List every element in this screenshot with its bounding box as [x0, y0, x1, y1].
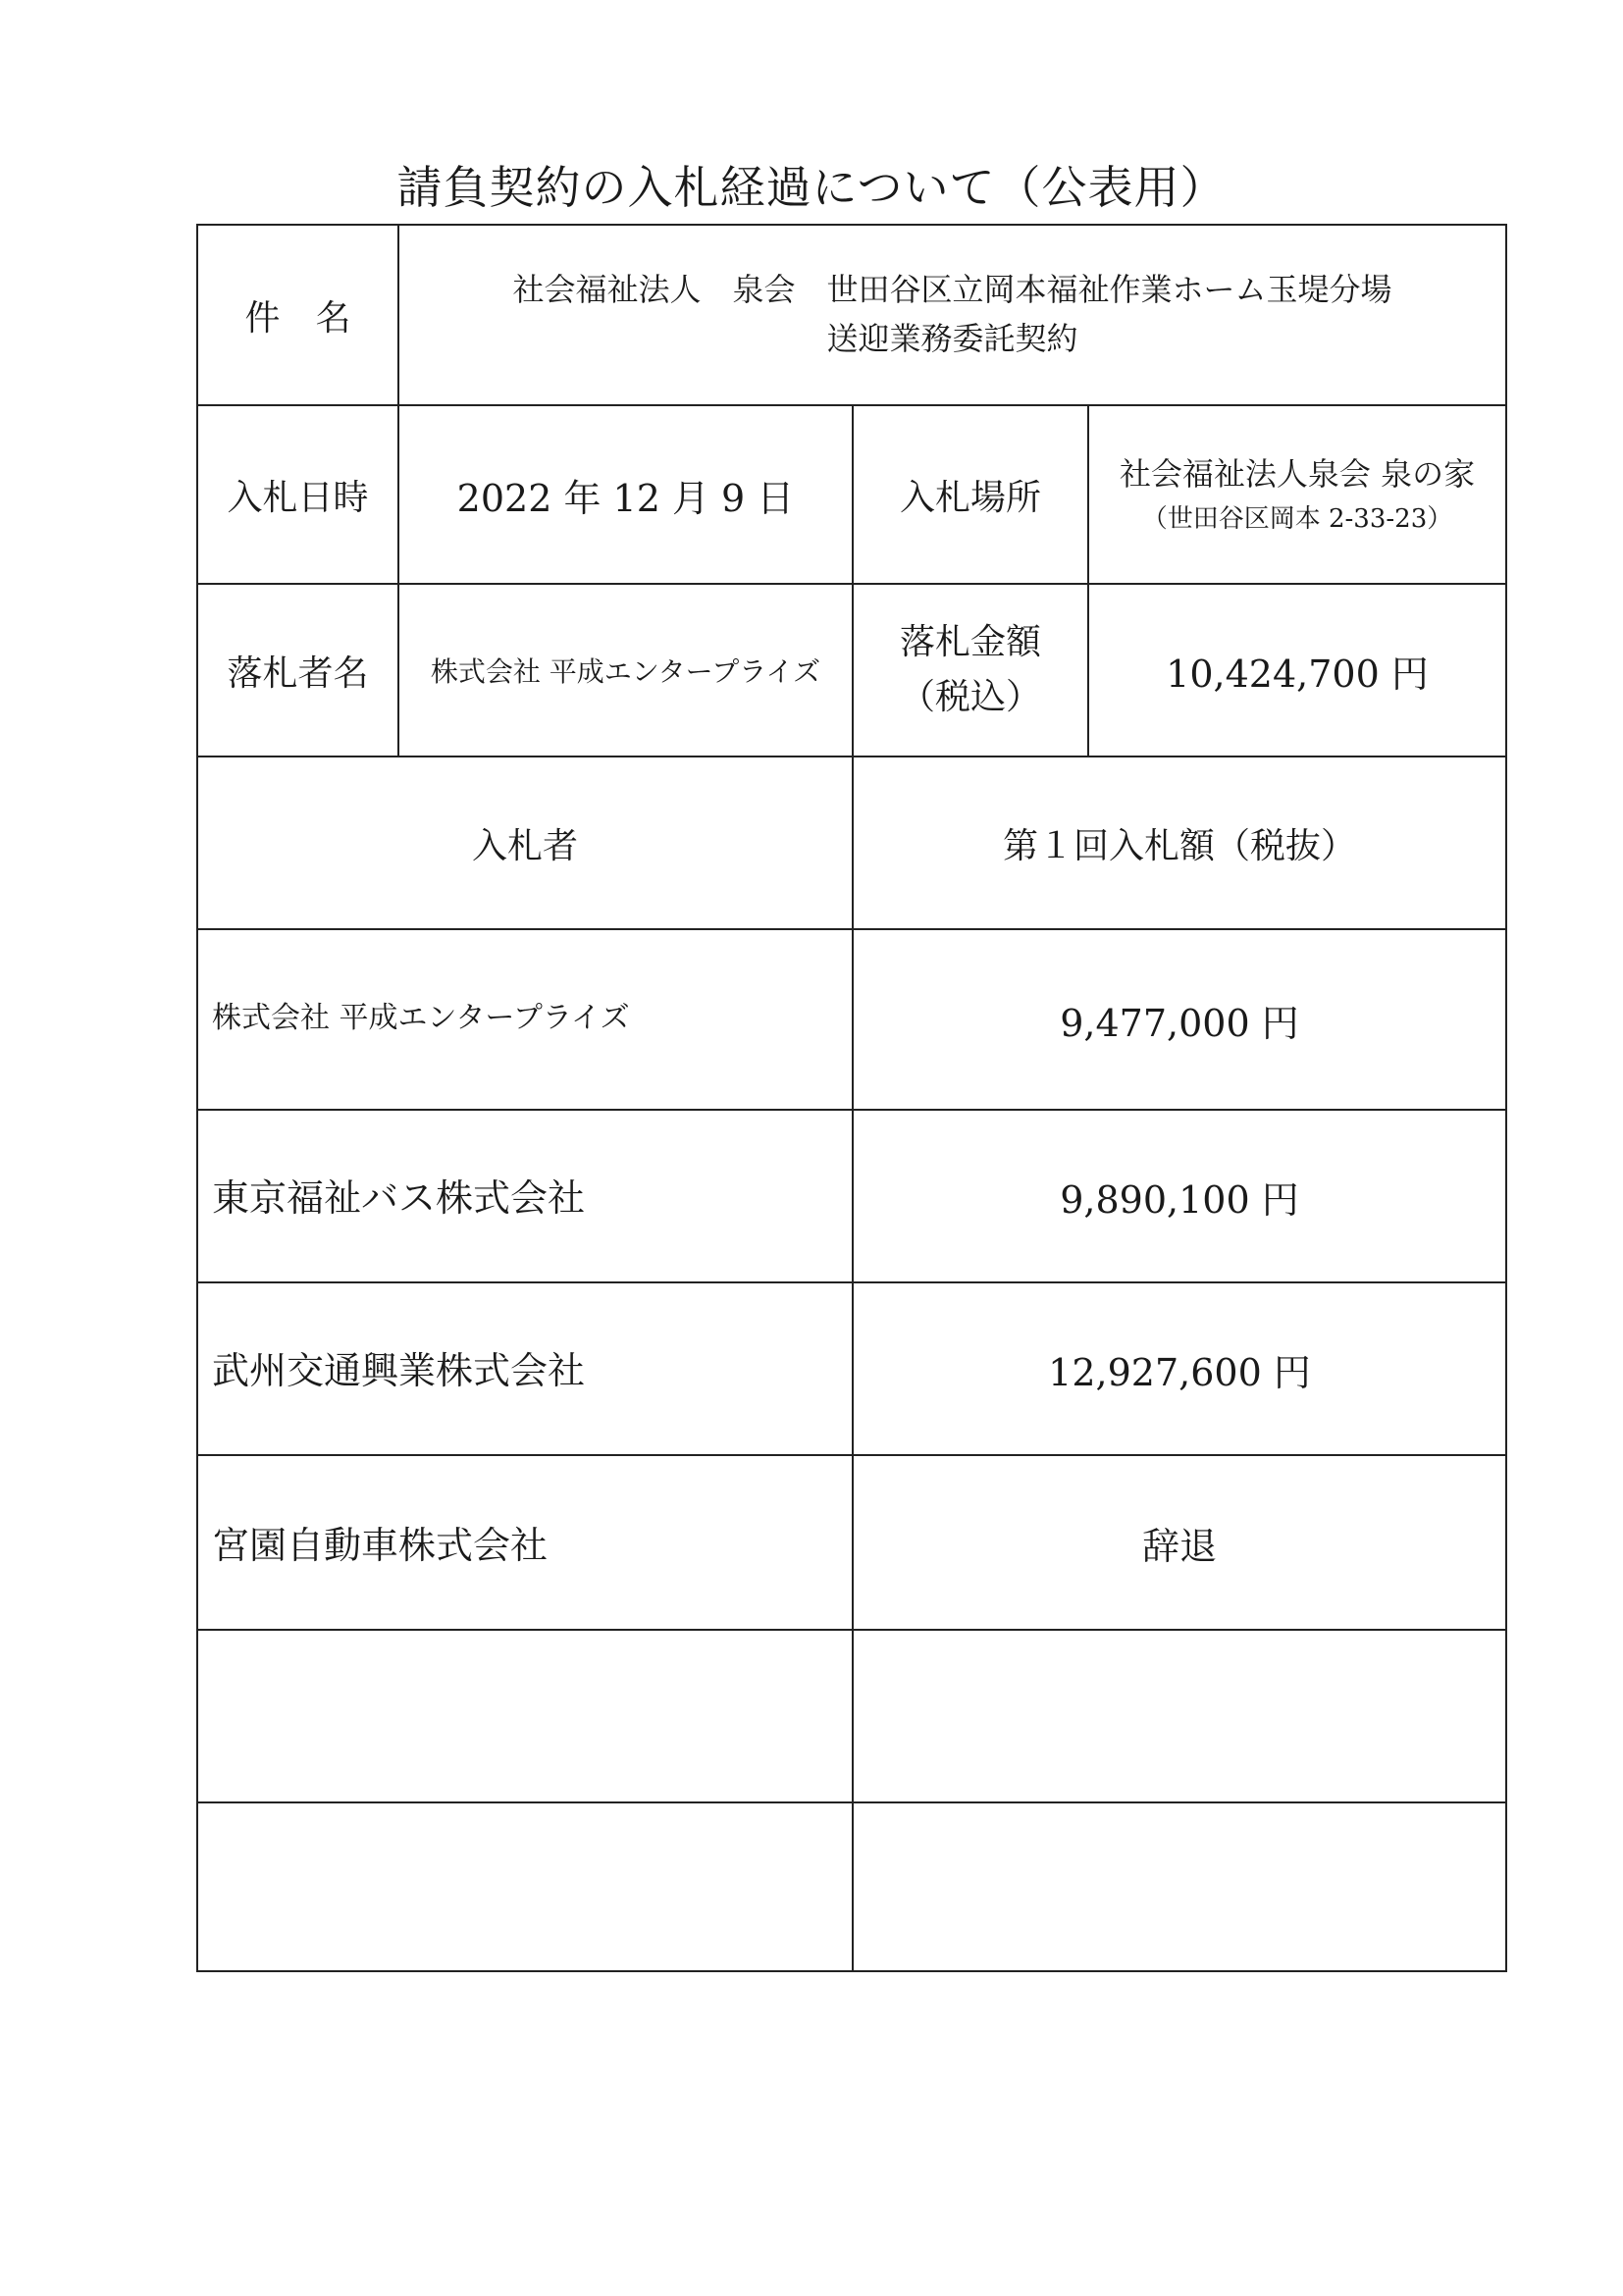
bidder-amount: 9,477,000 円 [1060, 1001, 1299, 1045]
bid-result-table [196, 224, 1507, 1972]
bid-place-line2: （世田谷区岡本 2-33-23） [1141, 503, 1453, 534]
bidder-amount: 9,890,100 円 [1060, 1177, 1299, 1222]
winner-label: 落札者名 [198, 585, 399, 756]
bidder-amount: 辞退 [1141, 1524, 1217, 1568]
contract-name-line1: 社会福祉法人 泉会 世田谷区立岡本福祉作業ホーム玉堤分場 [512, 271, 1392, 309]
table-row [198, 1454, 1505, 1629]
bid-place-label: 入札場所 [854, 406, 1089, 583]
table-row [198, 1801, 1505, 1970]
bidder-amount [854, 1631, 1505, 1801]
bid-date-label: 入札日時 [198, 406, 399, 583]
bidder-amount [854, 1803, 1505, 1970]
contract-name-row [198, 226, 1505, 404]
bid-place-line1: 社会福祉法人泉会 泉の家 [1119, 455, 1476, 494]
bidder-amount: 12,927,600 円 [1048, 1350, 1311, 1394]
contract-name-label: 件 名 [198, 226, 399, 404]
bidders-header-amount: 第１回入札額（税抜） [1002, 825, 1356, 866]
table-row [198, 928, 1505, 1109]
bidders-header-name: 入札者 [198, 757, 854, 928]
table-row [198, 1629, 1505, 1801]
bidder-name: 株式会社 平成エンタープライズ [198, 930, 854, 1109]
bidder-name [198, 1803, 854, 1970]
bidders-header-row [198, 756, 1505, 928]
bidder-name: 宮園自動車株式会社 [198, 1456, 854, 1629]
page-title: 請負契約の入札経過について（公表用） [396, 161, 1227, 214]
winner-amount-label [854, 585, 1089, 756]
contract-name-line2: 送迎業務委託契約 [826, 320, 1078, 357]
winner-amount-label-line2: （税込） [899, 677, 1041, 717]
contract-name-value [399, 226, 1505, 404]
table-row [198, 1109, 1505, 1281]
bid-place-value [1089, 406, 1505, 583]
bidder-name [198, 1631, 854, 1801]
bidder-name: 武州交通興業株式会社 [198, 1283, 854, 1454]
winner-amount-label-line1: 落札金額 [899, 622, 1041, 663]
bidder-name: 東京福祉バス株式会社 [198, 1111, 854, 1281]
winner-name: 株式会社 平成エンタープライズ [399, 585, 854, 756]
table-row [198, 1281, 1505, 1454]
winner-amount: 10,424,700 円 [1166, 652, 1429, 696]
bid-date-value: 2022 年 12 月 9 日 [399, 406, 854, 583]
bid-date-place-row [198, 404, 1505, 583]
winner-row [198, 583, 1505, 756]
